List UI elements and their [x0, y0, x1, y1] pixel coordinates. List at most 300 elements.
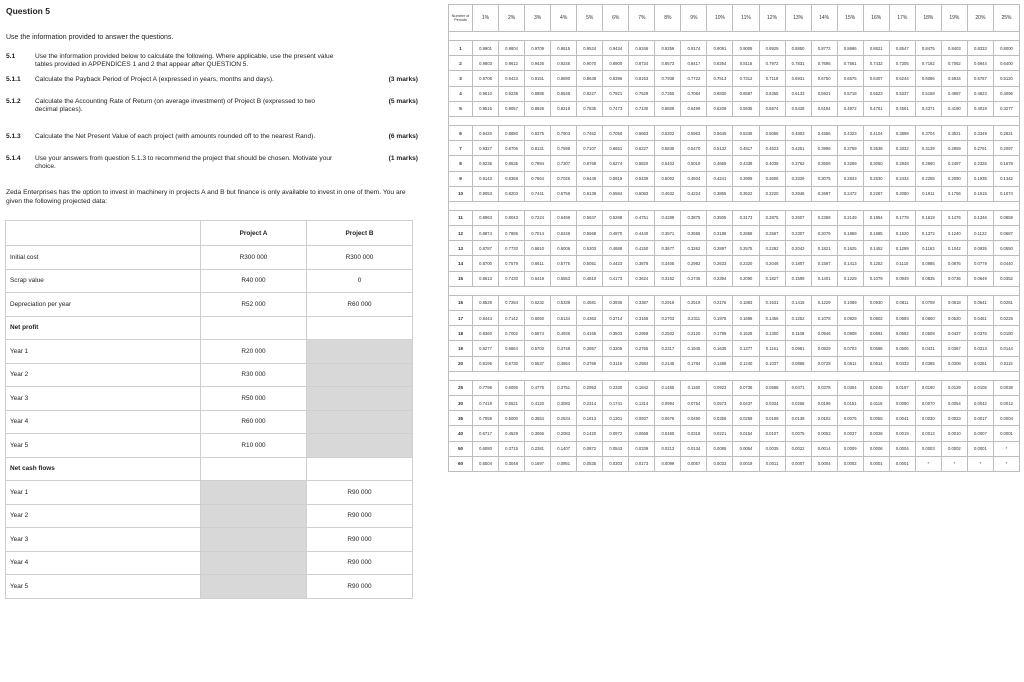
- project-b-value: [306, 316, 412, 340]
- factor-cell: 0.1456: [759, 311, 785, 326]
- factor-cell: 0.0520: [941, 311, 967, 326]
- factor-cell: 0.6830: [707, 86, 733, 101]
- project-b-value: R90 000: [306, 528, 412, 552]
- factor-cell: 0.2848: [889, 156, 915, 171]
- factor-cell: 0.7130: [629, 101, 655, 116]
- factor-cell: 0.1827: [759, 271, 785, 286]
- project-a-value: [201, 575, 307, 599]
- header-cell: [6, 221, 201, 246]
- factor-cell: 0.5504: [473, 456, 499, 471]
- factor-cell: 0.2697: [811, 186, 837, 201]
- factor-cell: 0.1938: [967, 171, 993, 186]
- factor-cell: 0.0600: [915, 311, 941, 326]
- factor-cell: 0.3751: [551, 380, 577, 395]
- factor-cell: 0.2791: [967, 141, 993, 156]
- factor-cell: 0.0471: [785, 380, 811, 395]
- factor-cell: 0.1597: [811, 256, 837, 271]
- rate-header: 1%: [473, 5, 499, 32]
- pv-row: [449, 256, 1020, 271]
- factor-cell: 0.6050: [525, 311, 551, 326]
- factor-cell: 0.0003: [915, 441, 941, 456]
- factor-cell: 0.7062: [941, 56, 967, 71]
- project-b-value: [306, 363, 412, 387]
- factor-cell: 0.5584: [603, 186, 629, 201]
- factor-cell: 0.1883: [733, 295, 759, 310]
- factor-cell: 0.5337: [889, 86, 915, 101]
- factor-cell: 0.1697: [525, 456, 551, 471]
- header-project-b: Project B: [306, 221, 412, 246]
- factor-cell: 0.1161: [759, 341, 785, 356]
- factor-cell: 0.4339: [733, 156, 759, 171]
- present-value-table-panel: [448, 4, 1020, 676]
- factor-cell: 0.1314: [629, 395, 655, 410]
- factor-cell: 0.0116: [863, 395, 889, 410]
- pv-row: [449, 411, 1020, 426]
- factor-cell: 0.6400: [993, 56, 1019, 71]
- factor-cell: 0.0451: [967, 311, 993, 326]
- factor-cell: 0.0259: [733, 411, 759, 426]
- factor-cell: 0.7921: [603, 86, 629, 101]
- factor-cell: 0.1869: [837, 226, 863, 241]
- factor-cell: 0.1229: [811, 295, 837, 310]
- pv-row: [449, 186, 1020, 201]
- scenario-paragraph: Zeda Enterprises has the option to invest in machinery in projects A and B but finance is only available to invest in one of them. You are given the following projected data:: [6, 189, 406, 205]
- present-value-table: [448, 4, 1020, 472]
- factor-cell: 0.4529: [499, 426, 525, 441]
- factor-cell: 0.9091: [707, 41, 733, 56]
- factor-cell: 0.6750: [811, 71, 837, 86]
- factor-cell: 0.8277: [473, 341, 499, 356]
- factor-cell: 0.3075: [811, 171, 837, 186]
- rate-header: 20%: [967, 5, 993, 32]
- rate-header: 9%: [681, 5, 707, 32]
- factor-cell: 0.0951: [551, 456, 577, 471]
- factor-cell: 0.1252: [863, 256, 889, 271]
- factor-cell: 0.4936: [551, 326, 577, 341]
- factor-cell: 0.6133: [785, 86, 811, 101]
- factor-cell: 0.2953: [577, 380, 603, 395]
- factor-cell: 0.0160: [915, 380, 941, 395]
- factor-cell: 0.4039: [759, 156, 785, 171]
- project-a-value: R40 000: [201, 269, 307, 293]
- factor-cell: 0.6730: [499, 356, 525, 371]
- factor-cell: 0.0004: [993, 411, 1019, 426]
- table-row: [6, 575, 413, 599]
- factor-cell: 0.4241: [707, 171, 733, 186]
- factor-cell: 0.6931: [785, 71, 811, 86]
- project-b-value: R90 000: [306, 575, 412, 599]
- project-b-value: R60 000: [306, 293, 412, 317]
- factor-cell: 0.8613: [473, 271, 499, 286]
- factor-cell: 0.2919: [655, 295, 681, 310]
- factor-cell: 0.1078: [811, 311, 837, 326]
- factor-cell: 0.0075: [837, 411, 863, 426]
- item-text: Calculate the Accounting Rate of Return (on average investment) of Project B (expressed to two decimal places).: [35, 98, 316, 114]
- factor-cell: 0.0573: [707, 395, 733, 410]
- period-cell: 13: [449, 241, 473, 256]
- factor-cell: 0.1108: [785, 326, 811, 341]
- factor-cell: 0.1842: [629, 380, 655, 395]
- factor-cell: 0.4120: [525, 395, 551, 410]
- factor-cell: 0.6086: [915, 71, 941, 86]
- factor-cell: 0.0013: [915, 426, 941, 441]
- factor-cell: 0.0221: [707, 426, 733, 441]
- factor-cell: 0.3186: [707, 226, 733, 241]
- factor-cell: 0.0054: [733, 441, 759, 456]
- factor-cell: 0.3269: [837, 156, 863, 171]
- factor-cell: 0.1122: [967, 226, 993, 241]
- pv-row: [449, 141, 1020, 156]
- factor-cell: 0.4019: [967, 101, 993, 116]
- factor-cell: 0.0490: [681, 411, 707, 426]
- group-spacer: [449, 371, 1020, 380]
- factor-cell: 0.2366: [811, 210, 837, 225]
- factor-cell: 0.7629: [629, 86, 655, 101]
- factor-cell: *: [967, 456, 993, 471]
- rate-header: 4%: [551, 5, 577, 32]
- factor-cell: 0.8116: [733, 56, 759, 71]
- factor-cell: 0.7599: [551, 141, 577, 156]
- factor-cell: 0.6006: [551, 241, 577, 256]
- factor-cell: 0.9143: [473, 171, 499, 186]
- rate-header: 17%: [889, 5, 915, 32]
- factor-cell: 0.8444: [473, 311, 499, 326]
- item-marks: (5 marks): [388, 98, 418, 105]
- period-cell: 20: [449, 356, 473, 371]
- factor-cell: 0.3262: [681, 241, 707, 256]
- factor-cell: 0.0038: [993, 380, 1019, 395]
- factor-cell: 0.0946: [811, 326, 837, 341]
- factor-cell: 0.0007: [967, 426, 993, 441]
- factor-cell: 0.6768: [577, 156, 603, 171]
- factor-cell: 0.8417: [681, 56, 707, 71]
- period-cell: 50: [449, 441, 473, 456]
- factor-cell: 0.5268: [603, 210, 629, 225]
- project-a-value: R20 000: [201, 340, 307, 364]
- factor-cell: 0.5194: [811, 101, 837, 116]
- group-spacer: [449, 32, 1020, 41]
- factor-cell: 0.3152: [655, 271, 681, 286]
- project-b-value: [306, 340, 412, 364]
- factor-cell: 0.0115: [993, 356, 1019, 371]
- factor-cell: 0.8360: [473, 326, 499, 341]
- factor-cell: 0.3875: [681, 210, 707, 225]
- factor-cell: 0.0017: [967, 411, 993, 426]
- factor-cell: 0.2633: [707, 256, 733, 271]
- factor-cell: 0.4104: [863, 125, 889, 140]
- factor-cell: 0.7462: [577, 125, 603, 140]
- factor-cell: 0.4556: [811, 125, 837, 140]
- spacer-cell: [449, 32, 1020, 41]
- factor-cell: 0.8890: [551, 71, 577, 86]
- factor-cell: 0.7432: [863, 56, 889, 71]
- factor-cell: 0.0859: [993, 210, 1019, 225]
- factor-cell: 0.7831: [785, 56, 811, 71]
- spacer-cell: [449, 371, 1020, 380]
- factor-cell: 0.1413: [837, 256, 863, 271]
- factor-cell: 0.7835: [577, 101, 603, 116]
- factor-cell: 0.4323: [837, 125, 863, 140]
- factor-cell: 0.3715: [499, 441, 525, 456]
- factor-cell: 0.5775: [551, 256, 577, 271]
- period-cell: 9: [449, 171, 473, 186]
- factor-cell: 0.2320: [733, 256, 759, 271]
- factor-cell: 0.5553: [551, 271, 577, 286]
- row-label: Scrap value: [6, 269, 201, 293]
- factor-cell: 0.0691: [863, 326, 889, 341]
- factor-cell: 0.0923: [707, 380, 733, 395]
- factor-cell: 0.0102: [811, 411, 837, 426]
- period-cell: 40: [449, 426, 473, 441]
- project-a-value: [201, 316, 307, 340]
- factor-cell: 0.3503: [603, 326, 629, 341]
- period-cell: 10: [449, 186, 473, 201]
- factor-cell: 0.0728: [811, 356, 837, 371]
- factor-cell: 0.0588: [759, 380, 785, 395]
- factor-cell: 0.0304: [837, 380, 863, 395]
- factor-cell: 0.3714: [603, 311, 629, 326]
- factor-cell: 0.3329: [785, 171, 811, 186]
- factor-cell: 0.8528: [473, 295, 499, 310]
- pv-row: [449, 456, 1020, 471]
- rate-header: 16%: [863, 5, 889, 32]
- factor-cell: 0.0213: [655, 441, 681, 456]
- factor-cell: 0.7307: [551, 156, 577, 171]
- factor-cell: 0.5303: [577, 241, 603, 256]
- factor-cell: 0.0367: [941, 341, 967, 356]
- factor-cell: 0.0334: [759, 395, 785, 410]
- factor-cell: 0.4746: [551, 341, 577, 356]
- factor-cell: 0.7722: [681, 71, 707, 86]
- factor-cell: 0.3405: [655, 256, 681, 271]
- factor-cell: 0.2575: [733, 241, 759, 256]
- factor-cell: 0.6496: [551, 210, 577, 225]
- period-cell: 18: [449, 326, 473, 341]
- table-row: [6, 293, 413, 317]
- factor-cell: 0.6944: [967, 56, 993, 71]
- project-a-value: R52 000: [201, 293, 307, 317]
- factor-cell: 0.2042: [785, 241, 811, 256]
- factor-cell: 0.2097: [993, 141, 1019, 156]
- factor-cell: 0.3855: [707, 186, 733, 201]
- factor-cell: 0.6227: [629, 141, 655, 156]
- period-cell: 5: [449, 101, 473, 116]
- factor-cell: 0.6355: [759, 86, 785, 101]
- pv-row: [449, 326, 1020, 341]
- project-b-value: [306, 434, 412, 458]
- factor-cell: 0.1240: [733, 356, 759, 371]
- factor-cell: 0.6407: [863, 71, 889, 86]
- factor-cell: 0.0144: [993, 341, 1019, 356]
- factor-cell: 0.4523: [759, 141, 785, 156]
- table-row: [6, 246, 413, 270]
- factor-cell: 0.0180: [993, 326, 1019, 341]
- factor-cell: 0.0543: [603, 441, 629, 456]
- factor-cell: 0.0649: [967, 271, 993, 286]
- factor-cell: 0.4581: [577, 295, 603, 310]
- factor-cell: 0.0811: [889, 295, 915, 310]
- factor-cell: 0.0033: [707, 456, 733, 471]
- factor-cell: 0.0437: [733, 395, 759, 410]
- row-label: Year 2: [6, 504, 201, 528]
- period-cell: 7: [449, 141, 473, 156]
- factor-cell: 0.7350: [655, 86, 681, 101]
- factor-cell: 0.9434: [603, 41, 629, 56]
- factor-cell: 0.3762: [785, 156, 811, 171]
- factor-cell: 0.0779: [967, 256, 993, 271]
- factor-cell: 0.5158: [915, 86, 941, 101]
- table-row: [6, 410, 413, 434]
- factor-cell: 0.4817: [733, 141, 759, 156]
- factor-cell: 0.3971: [655, 226, 681, 241]
- factor-cell: 0.7430: [499, 271, 525, 286]
- factor-cell: 0.3909: [733, 171, 759, 186]
- factor-cell: 0.8163: [629, 71, 655, 86]
- period-cell: 6: [449, 125, 473, 140]
- factor-cell: 0.6095: [499, 380, 525, 395]
- factor-cell: 0.1460: [655, 380, 681, 395]
- factor-cell: 0.4761: [863, 101, 889, 116]
- factor-cell: 0.0708: [915, 295, 941, 310]
- factor-cell: 0.0808: [837, 326, 863, 341]
- factor-cell: 0.2120: [681, 326, 707, 341]
- factor-cell: 0.9423: [499, 71, 525, 86]
- rate-header: 2%: [499, 5, 525, 32]
- factor-cell: 0.4289: [655, 210, 681, 225]
- factor-cell: 0.7014: [525, 226, 551, 241]
- item-text: Calculate the Payback Period of Project A (expressed in years, months and days).: [35, 76, 274, 83]
- factor-cell: 0.1377: [733, 341, 759, 356]
- rate-header: 25%: [993, 5, 1019, 32]
- factor-cell: 0.0173: [629, 456, 655, 471]
- pv-row: [449, 101, 1020, 116]
- item-number: 5.1: [6, 53, 16, 60]
- factor-cell: 0.0085: [707, 441, 733, 456]
- spacer-cell: [449, 116, 1020, 125]
- factor-cell: 0.6419: [525, 271, 551, 286]
- factor-cell: 0.8043: [499, 210, 525, 225]
- row-label: Year 5: [6, 575, 201, 599]
- factor-cell: 0.5339: [551, 295, 577, 310]
- factor-cell: 0.0972: [603, 426, 629, 441]
- factor-cell: 0.5346: [733, 125, 759, 140]
- rate-header: 8%: [655, 5, 681, 32]
- rate-header: 12%: [759, 5, 785, 32]
- factor-cell: 0.5521: [499, 395, 525, 410]
- period-cell: 12: [449, 226, 473, 241]
- factor-cell: 0.7224: [525, 210, 551, 225]
- factor-cell: 0.5083: [629, 186, 655, 201]
- factor-cell: 0.3118: [603, 356, 629, 371]
- factor-cell: 0.7441: [525, 186, 551, 201]
- pv-row: [449, 241, 1020, 256]
- period-cell: 60: [449, 456, 473, 471]
- factor-cell: 0.3332: [889, 141, 915, 156]
- factor-cell: 0.9515: [473, 101, 499, 116]
- factor-cell: 0.3139: [915, 141, 941, 156]
- factor-cell: 0.8195: [473, 356, 499, 371]
- factor-cell: 0.6499: [681, 101, 707, 116]
- factor-cell: 0.0012: [993, 395, 1019, 410]
- factor-cell: 0.8874: [473, 226, 499, 241]
- factor-cell: 0.5470: [681, 141, 707, 156]
- factor-cell: 0.0197: [889, 380, 915, 395]
- question-panel: [0, 0, 418, 682]
- factor-cell: 0.0736: [733, 380, 759, 395]
- factor-cell: 0.4632: [655, 186, 681, 201]
- factor-cell: 0.3522: [733, 186, 759, 201]
- factor-cell: 0.8696: [837, 41, 863, 56]
- factor-cell: *: [941, 456, 967, 471]
- factor-cell: 0.0541: [967, 295, 993, 310]
- pv-row: [449, 71, 1020, 86]
- factor-cell: 0.0007: [785, 456, 811, 471]
- factor-cell: 0.8219: [551, 101, 577, 116]
- pv-row: [449, 56, 1020, 71]
- factor-cell: 0.5403: [655, 156, 681, 171]
- factor-cell: 0.0256: [785, 395, 811, 410]
- factor-cell: 0.7561: [837, 56, 863, 71]
- factor-cell: 0.1520: [889, 226, 915, 241]
- factor-cell: 0.2472: [837, 186, 863, 201]
- factor-cell: 0.2487: [941, 156, 967, 171]
- factor-cell: 0.5820: [629, 156, 655, 171]
- rate-header: 7%: [629, 5, 655, 32]
- factor-cell: 0.5568: [577, 226, 603, 241]
- factor-cell: 0.8900: [603, 56, 629, 71]
- factor-cell: 0.2046: [759, 256, 785, 271]
- factor-cell: 0.0303: [603, 456, 629, 471]
- factor-cell: 0.8535: [499, 156, 525, 171]
- factor-cell: 0.4173: [603, 271, 629, 286]
- factor-cell: 0.0835: [915, 271, 941, 286]
- factor-cell: 0.0006: [863, 441, 889, 456]
- project-a-value: [201, 504, 307, 528]
- factor-cell: 0.0736: [941, 271, 967, 286]
- factor-cell: 0.2330: [603, 380, 629, 395]
- factor-cell: 0.3554: [525, 411, 551, 426]
- factor-cell: 0.2567: [759, 226, 785, 241]
- factor-cell: 0.1821: [811, 241, 837, 256]
- factor-cell: 0.1252: [785, 311, 811, 326]
- factor-cell: 0.0107: [759, 426, 785, 441]
- factor-cell: 0.1110: [889, 256, 915, 271]
- project-b-value: [306, 387, 412, 411]
- project-b-value: [306, 410, 412, 434]
- factor-cell: 0.0004: [811, 456, 837, 471]
- factor-cell: 0.2897: [707, 241, 733, 256]
- factor-cell: 0.8368: [499, 171, 525, 186]
- factor-cell: 0.5120: [993, 71, 1019, 86]
- factor-cell: 0.7305: [889, 56, 915, 71]
- project-a-value: [201, 551, 307, 575]
- factor-cell: 0.0105: [967, 380, 993, 395]
- factor-cell: 0.5134: [551, 311, 577, 326]
- factor-cell: 0.0134: [681, 441, 707, 456]
- factor-cell: 0.5019: [681, 156, 707, 171]
- factor-cell: 0.5874: [525, 326, 551, 341]
- factor-cell: 0.1678: [993, 156, 1019, 171]
- factor-cell: 0.6274: [603, 156, 629, 171]
- factor-cell: 0.8475: [915, 41, 941, 56]
- pv-row: [449, 171, 1020, 186]
- factor-cell: 0.1037: [759, 356, 785, 371]
- factor-cell: 0.2630: [863, 171, 889, 186]
- factor-cell: 0.4803: [785, 125, 811, 140]
- item-number: 5.1.4: [6, 155, 21, 162]
- factor-cell: 0.7695: [811, 56, 837, 71]
- period-cell: 8: [449, 156, 473, 171]
